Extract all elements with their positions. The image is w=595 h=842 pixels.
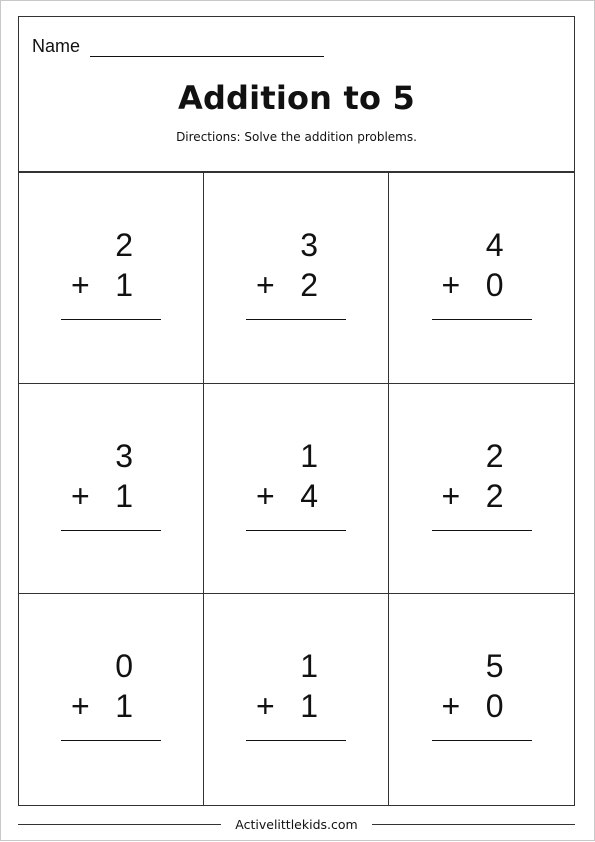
answer-line[interactable] <box>432 319 532 320</box>
problem-cell <box>19 173 204 384</box>
problem-grid <box>18 172 575 806</box>
addition-problem <box>246 646 346 741</box>
worksheet-header <box>18 16 575 172</box>
bottom-number: 1 <box>115 267 133 303</box>
addition-problem <box>246 225 346 320</box>
footer <box>18 806 575 842</box>
addition-problem <box>61 225 161 320</box>
addition-problem <box>61 436 161 531</box>
bottom-number: 1 <box>115 688 133 725</box>
top-number: 5 <box>485 648 504 685</box>
top-number: 1 <box>300 648 318 685</box>
answer-line[interactable] <box>246 319 346 320</box>
bottom-number: 1 <box>300 688 318 725</box>
top-number: 2 <box>115 227 133 263</box>
problem-cell <box>389 173 574 384</box>
answer-line[interactable] <box>432 740 532 741</box>
footer-rule-right <box>372 824 575 825</box>
plus-sign: + <box>441 477 461 514</box>
problem-cell <box>389 594 574 805</box>
top-number: 4 <box>485 227 504 263</box>
problem-cell <box>389 384 574 595</box>
top-number: 3 <box>300 227 318 263</box>
bottom-number: 0 <box>485 688 504 725</box>
addition-problem <box>432 646 532 741</box>
problem-cell <box>19 594 204 805</box>
name-label: Name <box>32 36 81 56</box>
addition-problem <box>61 646 161 741</box>
answer-line[interactable] <box>61 740 161 741</box>
problem-cell <box>204 173 389 384</box>
plus-sign: + <box>256 688 275 725</box>
answer-line[interactable] <box>432 530 532 531</box>
bottom-number: 1 <box>115 477 133 514</box>
problem-cell <box>19 384 204 595</box>
top-number: 1 <box>300 437 318 474</box>
bottom-number: 4 <box>300 477 318 514</box>
problem-cell <box>204 384 389 595</box>
plus-sign: + <box>71 267 90 303</box>
answer-line[interactable] <box>61 319 161 320</box>
answer-line[interactable] <box>246 530 346 531</box>
worksheet-title: Addition to 5 <box>177 79 415 117</box>
bottom-number: 0 <box>485 267 504 303</box>
problem-cell <box>204 594 389 805</box>
top-number: 2 <box>485 437 504 474</box>
name-row <box>32 36 324 57</box>
bottom-number: 2 <box>300 267 318 303</box>
plus-sign: + <box>441 267 461 303</box>
plus-sign: + <box>71 688 90 725</box>
plus-sign: + <box>256 267 275 303</box>
plus-sign: + <box>441 688 461 725</box>
addition-problem <box>432 225 532 320</box>
answer-line[interactable] <box>61 530 161 531</box>
directions-text: Directions: Solve the addition problems. <box>176 130 417 144</box>
footer-site-text: Activelittlekids.com <box>235 816 358 832</box>
bottom-number: 2 <box>485 477 504 514</box>
top-number: 3 <box>115 437 133 474</box>
footer-rule-left <box>18 824 221 825</box>
plus-sign: + <box>256 477 275 514</box>
addition-problem <box>432 436 532 531</box>
name-field-line[interactable] <box>90 38 324 57</box>
top-number: 0 <box>115 648 133 685</box>
plus-sign: + <box>71 477 90 514</box>
answer-line[interactable] <box>246 740 346 741</box>
addition-problem <box>246 436 346 531</box>
